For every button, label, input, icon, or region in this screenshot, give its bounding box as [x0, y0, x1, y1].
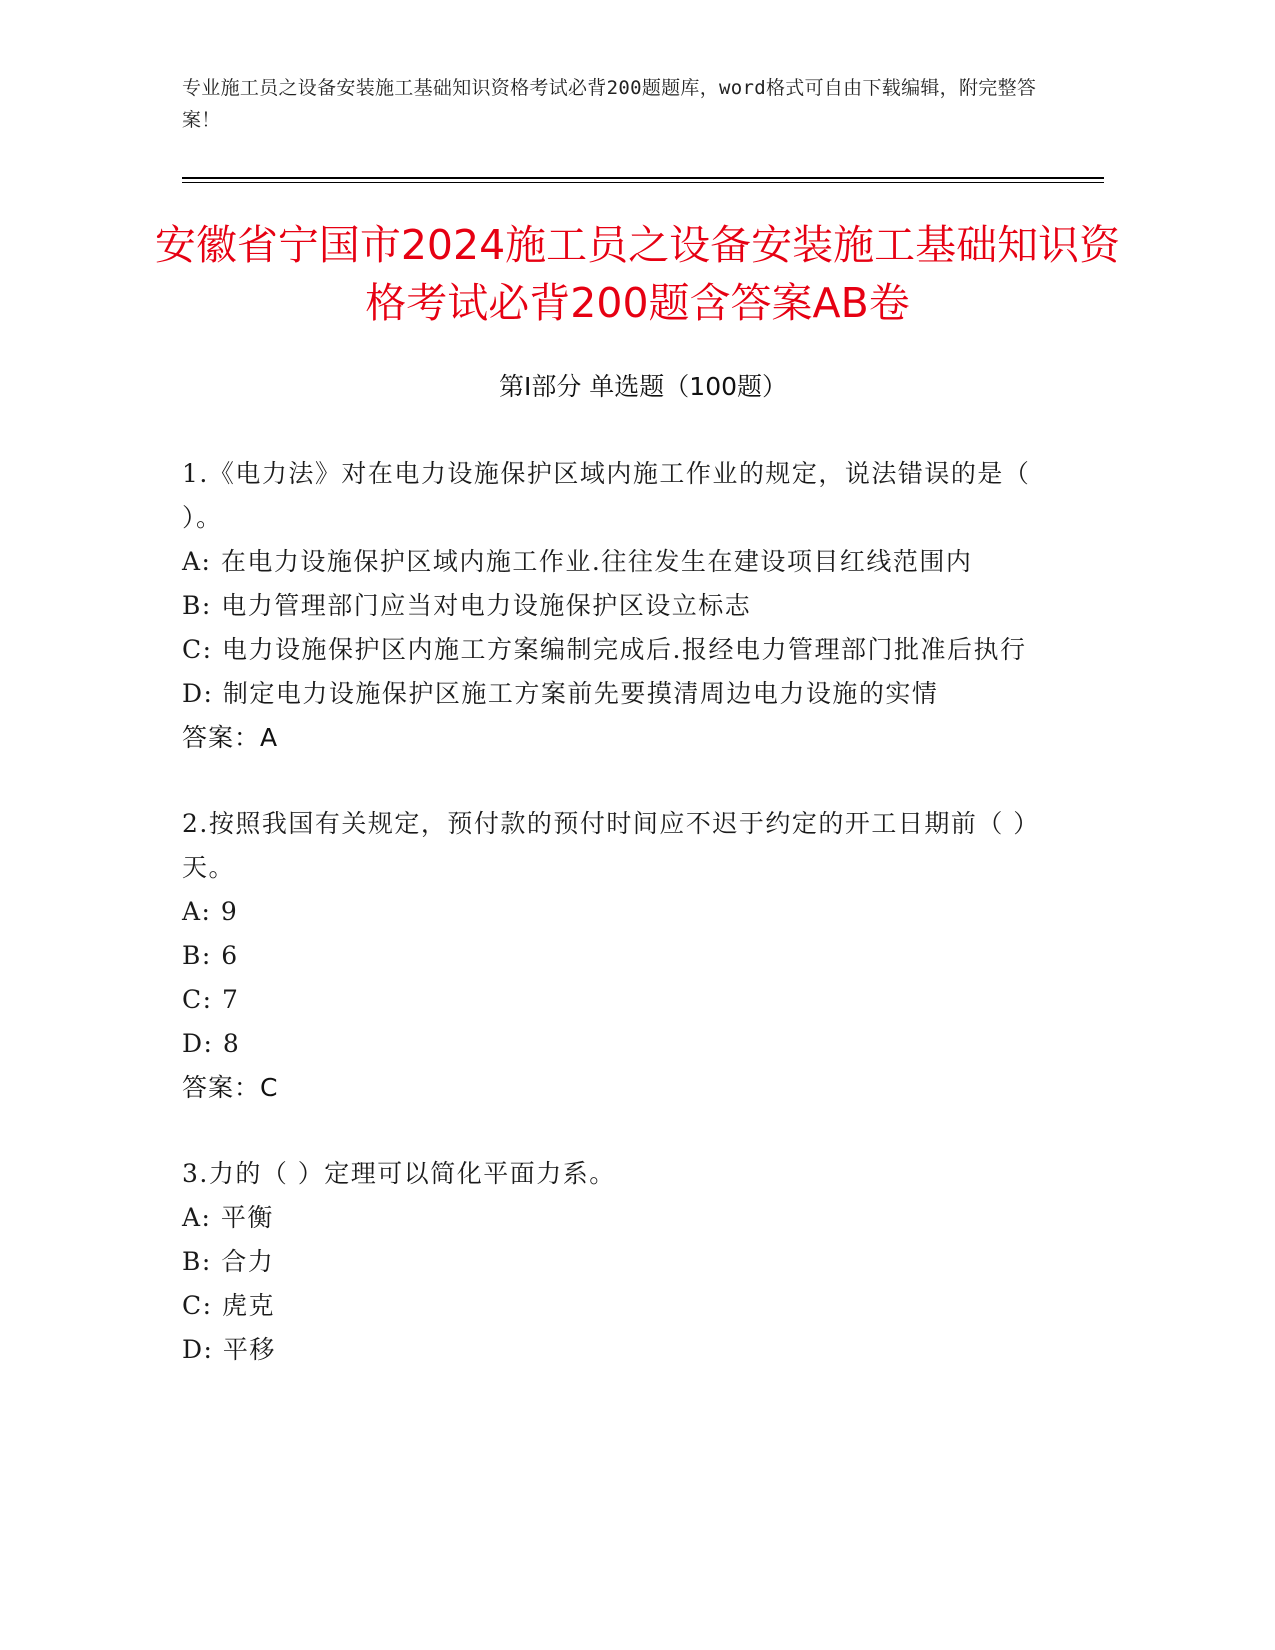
option-b: B: 合力	[182, 1247, 275, 1276]
option-a: A: 在电力设施保护区域内施工作业.往往发生在建设项目红线范围内	[182, 547, 973, 576]
question-stem: 2.按照我国有关规定，预付款的预付时间应不迟于约定的开工日期前（ ）天。	[182, 809, 1028, 882]
option-b: B: 6	[182, 941, 239, 970]
option-b: B: 电力管理部门应当对电力设施保护区设立标志	[182, 591, 752, 620]
option-c: C: 电力设施保护区内施工方案编制完成后.报经电力管理部门批准后执行	[182, 635, 1027, 664]
document-title: 安徽省宁国市2024施工员之设备安装施工基础知识资格考试必背200题含答案AB卷	[154, 221, 1121, 327]
question-2	[182, 802, 1032, 1110]
question-list	[182, 452, 1032, 1414]
option-a: A: 9	[182, 897, 239, 926]
option-d: D: 平移	[182, 1335, 276, 1364]
option-c: C: 7	[182, 985, 240, 1014]
header-note: 专业施工员之设备安装施工基础知识资格考试必背200题题库，word格式可自由下载编辑，附完整答案！	[182, 77, 1037, 131]
answer-label: 答案：C	[182, 1073, 279, 1102]
option-a: A: 平衡	[182, 1203, 274, 1232]
option-d: D: 制定电力设施保护区施工方案前先要摸清周边电力设施的实情	[182, 679, 939, 708]
question-3	[182, 1152, 1032, 1372]
option-c: C: 虎克	[182, 1291, 275, 1320]
section-heading: 第Ⅰ部分 单选题（100题）	[498, 372, 788, 401]
question-stem: 3.力的（ ）定理可以简化平面力系。	[182, 1159, 616, 1188]
header-divider-thick	[182, 177, 1104, 179]
answer-label: 答案：A	[182, 723, 279, 752]
header-divider-thin	[182, 182, 1104, 183]
question-1	[182, 452, 1032, 760]
question-stem: 1.《电力法》对在电力设施保护区域内施工作业的规定，说法错误的是（ ）。	[182, 459, 1031, 532]
option-d: D: 8	[182, 1029, 241, 1058]
